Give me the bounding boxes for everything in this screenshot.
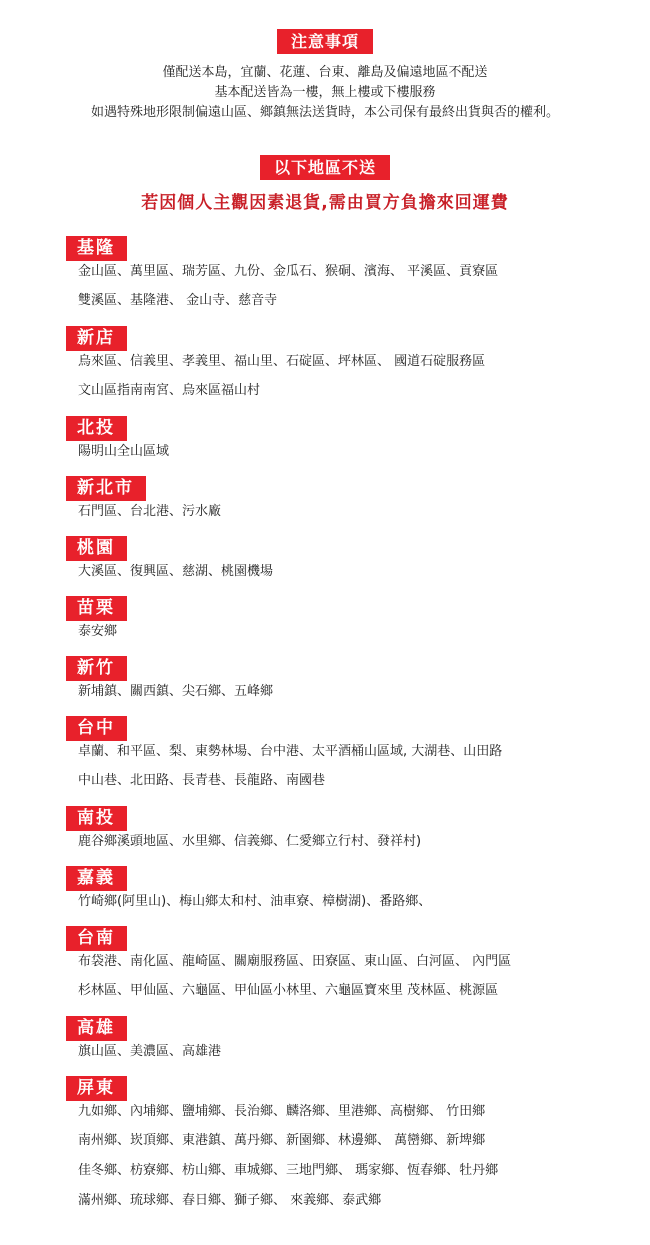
- region-block: [66, 716, 503, 788]
- region-area-list: 大溪區、復興區、慈湖、桃園機場: [78, 564, 274, 579]
- region-label: 新竹: [66, 656, 127, 681]
- region-label: 嘉義: [66, 866, 127, 891]
- region-area-list: 新埔鎮、關西鎮、尖石鄉、五峰鄉: [78, 684, 274, 699]
- region-block: [66, 1076, 499, 1208]
- region-block: [66, 236, 499, 308]
- region-block: [66, 926, 512, 998]
- region-area-list: 竹崎鄉(阿里山)、梅山鄉太和村、油車寮、樟樹湖)、番路鄉、: [78, 894, 432, 909]
- region-area-list: 烏來區、信義里、孝義里、福山里、石碇區、坪林區、 國道石碇服務區: [78, 354, 486, 369]
- region-block: [66, 536, 274, 579]
- region-area-list: 泰安鄉: [78, 624, 118, 639]
- region-label: 新店: [66, 326, 127, 351]
- region-label: 基隆: [66, 236, 127, 261]
- region-block: [66, 326, 486, 398]
- region-label: 北投: [66, 416, 127, 441]
- return-note: 若因個人主觀因素退貨,需由買方負擔來回運費: [141, 193, 509, 213]
- region-area-list: 陽明山全山區域: [78, 444, 170, 459]
- region-block: [66, 806, 422, 849]
- notice-line: 僅配送本島，宜蘭、花蓮、台東、離島及偏遠地區不配送: [162, 65, 488, 80]
- notice-line: 基本配送皆為一樓，無上樓或下樓服務: [214, 85, 436, 100]
- exclusion-title: 以下地區不送: [260, 155, 390, 180]
- exclusion-header: [0, 155, 650, 180]
- region-area-list: 旗山區、美濃區、高雄港: [78, 1044, 222, 1059]
- region-area-list: 雙溪區、基隆港、 金山寺、慈音寺: [78, 293, 278, 308]
- region-area-list: 九如鄉、內埔鄉、鹽埔鄉、長治鄉、麟洛鄉、里港鄉、高樹鄉、 竹田鄉: [78, 1104, 486, 1119]
- notice-text: [0, 63, 650, 123]
- region-area-list: 石門區、台北港、污水廠: [78, 504, 222, 519]
- notice-header: [0, 29, 650, 54]
- region-area-list: 布袋港、南化區、龍崎區、關廟服務區、田寮區、東山區、白河區、 內門區: [78, 954, 512, 969]
- region-area-list: 南州鄉、崁頂鄉、東港鎮、萬丹鄉、新園鄉、林邊鄉、 萬巒鄉、新埤鄉: [78, 1133, 486, 1148]
- region-area-list: 金山區、萬里區、瑞芳區、九份、金瓜石、猴硐、濱海、 平溪區、貢寮區: [78, 264, 499, 279]
- region-block: [66, 656, 274, 699]
- region-area-list: 杉林區、甲仙區、六龜區、甲仙區小林里、六龜區寶來里 茂林區、桃源區: [78, 983, 499, 998]
- region-label: 台中: [66, 716, 127, 741]
- region-label: 南投: [66, 806, 127, 831]
- region-area-list: 滿州鄉、琉球鄉、春日鄉、獅子鄉、 來義鄉、泰武鄉: [78, 1193, 382, 1208]
- region-label: 高雄: [66, 1016, 127, 1041]
- region-area-list: 佳冬鄉、枋寮鄉、枋山鄉、車城鄉、三地門鄉、 瑪家鄉、恆春鄉、牡丹鄉: [78, 1163, 499, 1178]
- region-label: 桃園: [66, 536, 127, 561]
- region-label: 台南: [66, 926, 127, 951]
- region-block: [66, 866, 432, 909]
- region-label: 屏東: [66, 1076, 127, 1101]
- region-area-list: 中山巷、北田路、長青巷、長龍路、南國巷: [78, 773, 326, 788]
- region-area-list: 文山區指南南宮、烏來區福山村: [78, 383, 261, 398]
- region-area-list: 鹿谷鄉溪頭地區、水里鄉、信義鄉、仁愛鄉立行村、發祥村): [78, 834, 422, 849]
- region-block: [66, 416, 170, 459]
- notice-line: 如遇特殊地形限制偏遠山區、鄉鎮無法送貨時，本公司保有最終出貨與否的權利。: [90, 105, 559, 120]
- region-label: 苗栗: [66, 596, 127, 621]
- notice-title: 注意事項: [277, 29, 373, 54]
- region-block: [66, 1016, 222, 1059]
- region-label: 新北市: [66, 476, 146, 501]
- region-block: [66, 476, 222, 519]
- region-block: [66, 596, 127, 639]
- region-area-list: 卓蘭、和平區、梨、東勢林場、台中港、太平酒桶山區域, 大湖巷、山田路: [78, 744, 503, 759]
